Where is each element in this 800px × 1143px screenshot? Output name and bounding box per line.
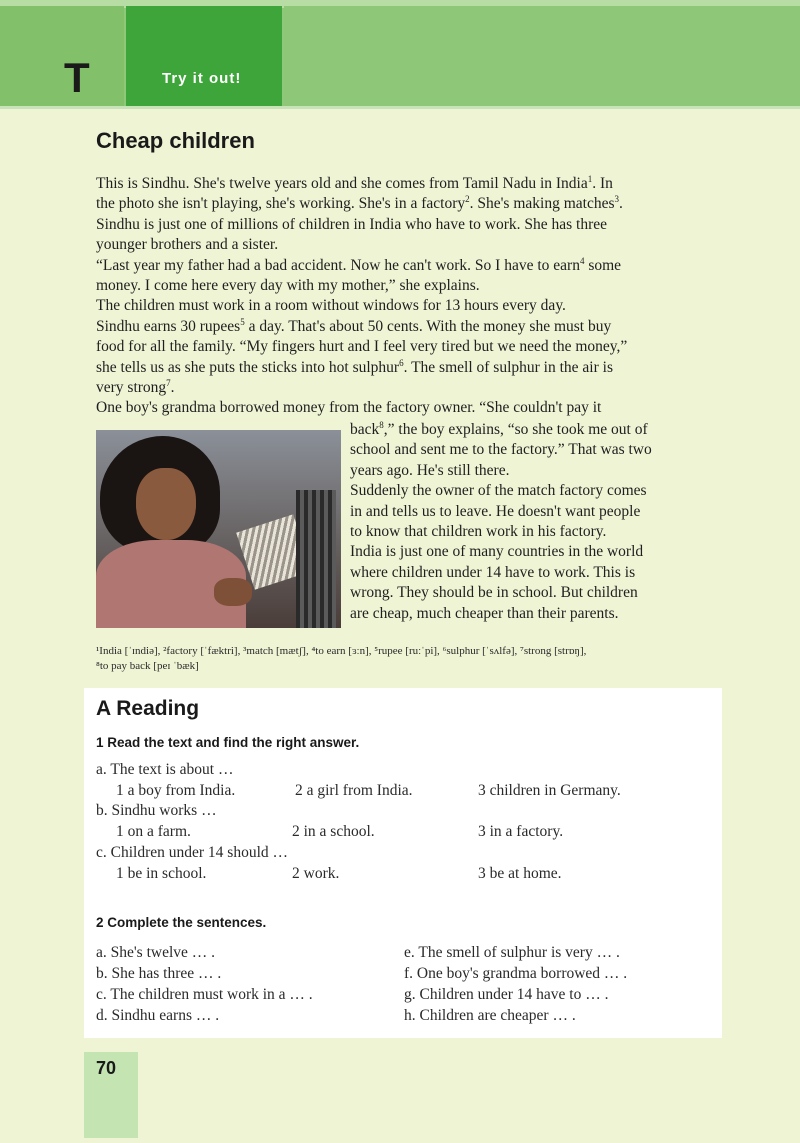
sentence-e: e. The smell of sulphur is very … .	[404, 944, 620, 961]
footnote-mark: 1	[587, 173, 593, 184]
article-line: India is just one of many countries in the world	[350, 543, 644, 561]
page-number: 70	[96, 1058, 117, 1078]
article-line: she tells us as she puts the sticks into hot sulphur$^6$. The smell of sulphur in the air is	[96, 357, 613, 376]
question-b-option-2: 2 in a school.	[292, 823, 375, 840]
article-line: back$^8$,” the boy explains, “so she took me out of	[350, 419, 648, 438]
photo-machine	[296, 490, 336, 628]
article-line: where children under 14 have to work. This is	[350, 563, 636, 581]
exercise-title: A Reading	[96, 697, 200, 720]
footnote-mark: 2	[465, 194, 470, 205]
question-c-option-2: 2 work.	[292, 865, 340, 882]
article-line: “Last year my father had a bad accident. Now he can't work. So I have to earn$^4$ some	[96, 255, 622, 274]
question-c-option-3: 3 be at home.	[478, 865, 562, 882]
question-c-option-1: 1 be in school.	[116, 865, 207, 882]
sentence-g: g. Children under 14 have to … .	[404, 986, 609, 1003]
article-line: food for all the family. “My fingers hurt and I feel very tired but we need the money,”	[96, 338, 628, 356]
article-line: Sindhu is just one of millions of children in India who have to work. She has three	[96, 215, 607, 233]
article-line: in and tells us to leave. He doesn't want people	[350, 502, 641, 520]
question-a-option-3: 3 children in Germany.	[478, 782, 621, 799]
article-line: years ago. He's still there.	[350, 461, 510, 479]
article-line: very strong$^7$.	[96, 377, 175, 397]
task-2-heading: 2 Complete the sentences.	[96, 915, 267, 930]
photo-girl-making-matches	[96, 430, 341, 628]
article-line: the photo she isn't playing, she's working. She's in a factory$^2$. She's making matches$^3$.	[96, 194, 623, 213]
article-wrap-text	[350, 420, 716, 624]
article-line: Suddenly the owner of the match factory comes	[350, 482, 647, 500]
task-1-heading: 1 Read the text and find the right answer.	[96, 735, 360, 750]
article-line: are cheap, much cheaper than their parents.	[350, 604, 619, 622]
footnote-line-1: ¹India [ˈɪndiə], ²factory [ˈfæktri], ³match [mætʃ], ⁴to earn [ɜːn], ⁵rupee [ruːˈpi], ⁶sulphur [ˈsʌlfə], ⁷strong [strɒŋ],	[96, 645, 587, 657]
sentence-f: f. One boy's grandma borrowed … .	[404, 965, 628, 982]
header-right-panel	[284, 6, 800, 106]
section-letter-box	[0, 6, 124, 106]
article-line: This is Sindhu. She's twelve years old and she comes from Tamil Nadu in India$^1$. In	[96, 173, 613, 192]
sentence-c: c. The children must work in a … .	[96, 986, 313, 1003]
question-b-label: b. Sindhu works …	[96, 802, 217, 819]
question-b-option-1: 1 on a farm.	[116, 823, 191, 840]
article-title: Cheap children	[96, 128, 255, 153]
question-a-option-1: 1 a boy from India.	[116, 782, 236, 799]
question-a-label: a. The text is about …	[96, 761, 234, 778]
footnote-mark: 5	[240, 316, 245, 327]
footnote-mark: 7	[166, 377, 171, 388]
article-line: wrong. They should be in school. But children	[350, 584, 638, 602]
sentence-h: h. Children are cheaper … .	[404, 1007, 576, 1024]
question-b-option-3: 3 in a factory.	[478, 823, 564, 840]
article-line: money. I come here every day with my mother,” she explains.	[96, 277, 480, 295]
photo-face	[136, 468, 196, 540]
sentence-d: d. Sindhu earns … .	[96, 1007, 220, 1024]
article-line: to know that children work in his factory.	[350, 523, 607, 541]
question-c-label: c. Children under 14 should …	[96, 844, 289, 861]
article-line: The children must work in a room without windows for 13 hours every day.	[96, 297, 566, 315]
section-letter: T	[64, 54, 90, 101]
footnote-mark: 6	[399, 357, 404, 368]
photo-hand	[214, 578, 252, 606]
header-divider	[0, 106, 800, 109]
article-line: school and sent me to the factory.” That was two	[350, 441, 652, 459]
sentence-b: b. She has three … .	[96, 965, 222, 982]
footnote-line-2: ⁸to pay back [peɪ ˈbæk]	[96, 660, 199, 672]
page-header	[0, 0, 800, 106]
article-body	[96, 174, 712, 419]
footnote-mark: 8	[379, 419, 384, 430]
section-tab	[126, 6, 282, 106]
article-line: One boy's grandma borrowed money from the factory owner. “She couldn't pay it	[96, 399, 602, 417]
sentence-a: a. She's twelve … .	[96, 944, 216, 961]
footnote-mark: 4	[579, 255, 585, 266]
footnotes	[96, 644, 720, 674]
section-tab-label: Try it out!	[162, 70, 242, 87]
article-line: Sindhu earns 30 rupees$^5$ a day. That's about 50 cents. With the money she must buy	[96, 316, 612, 335]
question-a-option-2: 2 a girl from India.	[295, 782, 413, 799]
article-line: younger brothers and a sister.	[96, 236, 279, 254]
footnote-mark: 3	[614, 194, 619, 205]
